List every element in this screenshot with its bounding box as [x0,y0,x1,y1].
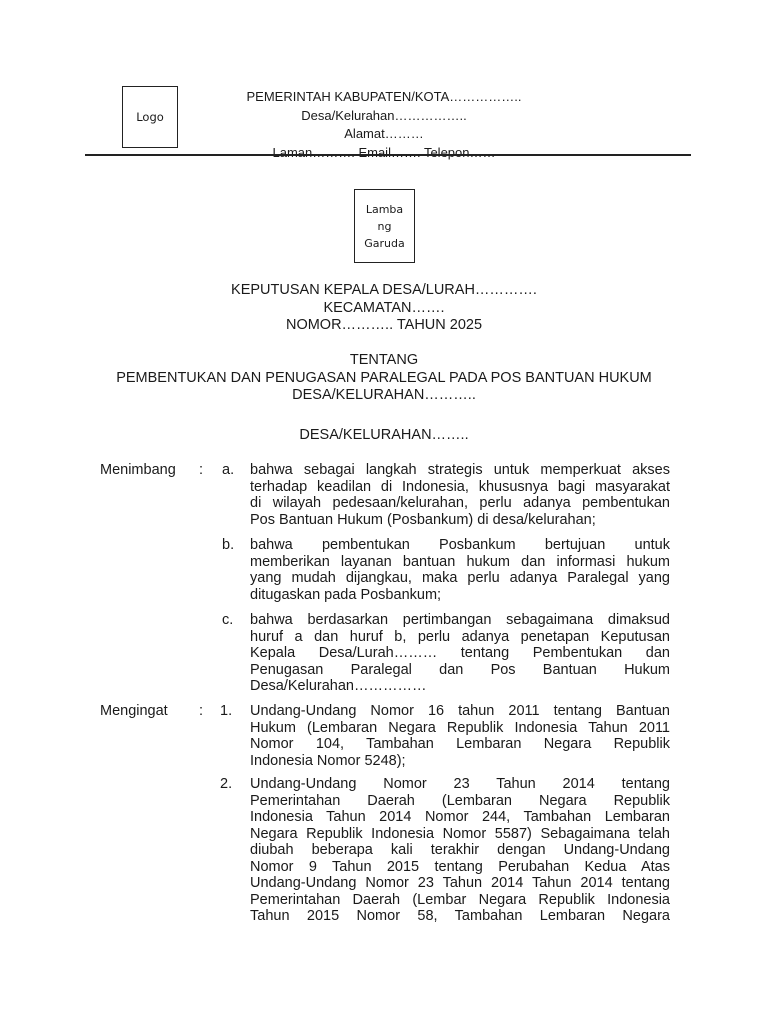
clause-line: yang mudah dijangkau, maka perlu adanya Paralegal yang [250,570,670,586]
menimbang-item-c [250,612,670,695]
clause-line: huruf a dan huruf b, perlu adanya penetapan Keputusan [250,628,670,645]
clause-line: ditugaskan pada Posbankum; [250,586,442,603]
clause-line: Undang-Undang Nomor 16 tahun 2011 tentang Bantuan [250,703,670,719]
clause-marker: 2. [220,776,233,792]
mengingat-item-1 [250,703,670,769]
clause-line: Pemerintahan Daerah (Lembar Negara Republik Indonesia [250,891,670,908]
clause-line: bahwa sebagai langkah strategis untuk memperkuat akses [250,462,670,478]
subject-line: DESA/KELURAHAN……….. [292,387,476,403]
clause-line: bahwa berdasarkan pertimbangan sebagaimana dimaksud [250,612,670,628]
logo-label: Logo [136,110,164,124]
decree-title [0,282,768,335]
clause-line: diubah beberapa kali terakhir dengan Undang-Undang [250,842,670,858]
clause-line: Undang-Undang Nomor 23 Tahun 2014 tentang [250,776,670,792]
letterhead-village: Desa/Kelurahan…………….. [301,107,467,123]
clause-line: di wilayah pedesaan/kelurahan, perlu adanya pembentukan [250,495,670,511]
clause-line: Pemerintahan Daerah (Lembaran Negara Republik [250,792,670,809]
issuing-official-line: DESA/KELURAHAN…….. [299,427,469,443]
clause-line: terhadap keadilan di Indonesia, khususnya bagi masyarakat [250,478,670,495]
clause-line: Hukum (Lembaran Negara Republik Indonesia Tahun 2011 [250,719,670,736]
clause-line: memberikan layanan bantuan hukum dan informasi hukum [250,553,670,570]
clause-line: Nomor 9 Tahun 2015 tentang Perubahan Kedua Atas [250,858,670,875]
clause-line: Pos Bantuan Hukum (Posbankum) di desa/kelurahan; [250,511,596,528]
clause-marker: b. [222,537,235,553]
emblem-label-line: Garuda [364,236,405,250]
menimbang-colon: : [199,462,204,478]
issuing-official [0,427,768,445]
clause-line: Desa/Kelurahan…………… [250,678,427,694]
menimbang-label: Menimbang [100,462,176,478]
subject-line: PEMBENTUKAN DAN PENUGASAN PARALEGAL PADA POS BANTUAN HUKUM [116,369,652,386]
clause-line: Penugasan Paralegal dan Pos Bantuan Hukum [250,661,670,678]
clause-line: bahwa pembentukan Posbankum bertujuan untuk [250,537,670,553]
letterhead [200,88,568,162]
clause-line: Indonesia Nomor 5248); [250,752,406,769]
decree-number: NOMOR……….. TAHUN 2025 [285,317,483,333]
logo-placeholder [122,86,178,148]
clause-line: Undang-Undang Nomor 23 Tahun 2014 Tahun 2014 tentang [250,875,670,891]
mengingat-label: Mengingat [100,703,168,719]
emblem-label-line: ng [377,219,392,233]
clause-marker: 1. [220,703,233,719]
mengingat-item-2 [250,776,670,925]
clause-line: Kepala Desa/Lurah……… tentang Pembentukan dan [250,645,670,661]
letterhead-government: PEMERINTAH KABUPATEN/KOTA…………….. [246,89,522,104]
menimbang-item-a [250,462,670,528]
menimbang-item-b [250,537,670,603]
subject-heading: TENTANG [349,352,419,368]
clause-line: Tahun 2015 Nomor 58, Tambahan Lembaran Negara [250,908,670,924]
garuda-emblem-placeholder [354,189,415,263]
clause-line: Nomor 104, Tambahan Lembaran Negara Republik [250,736,670,752]
decree-title-line: KEPUTUSAN KEPALA DESA/LURAH…………. [231,282,537,298]
letterhead-address: Alamat……… [344,126,424,141]
clause-marker: c. [222,612,234,628]
letterhead-contact: Laman………. Email……. Telepon…… [272,144,496,160]
decree-title-line: KECAMATAN……. [323,299,445,316]
clause-line: Negara Republik Indonesia Nomor 5587) Sebagaimana telah [250,825,670,842]
emblem-label-line: Lamba [365,202,404,216]
decree-subject [0,352,768,405]
letterhead-divider [85,154,691,156]
mengingat-colon: : [199,703,204,719]
clause-line: Indonesia Tahun 2014 Nomor 244, Tambahan Lembaran [250,809,670,825]
clause-marker: a. [222,462,235,478]
